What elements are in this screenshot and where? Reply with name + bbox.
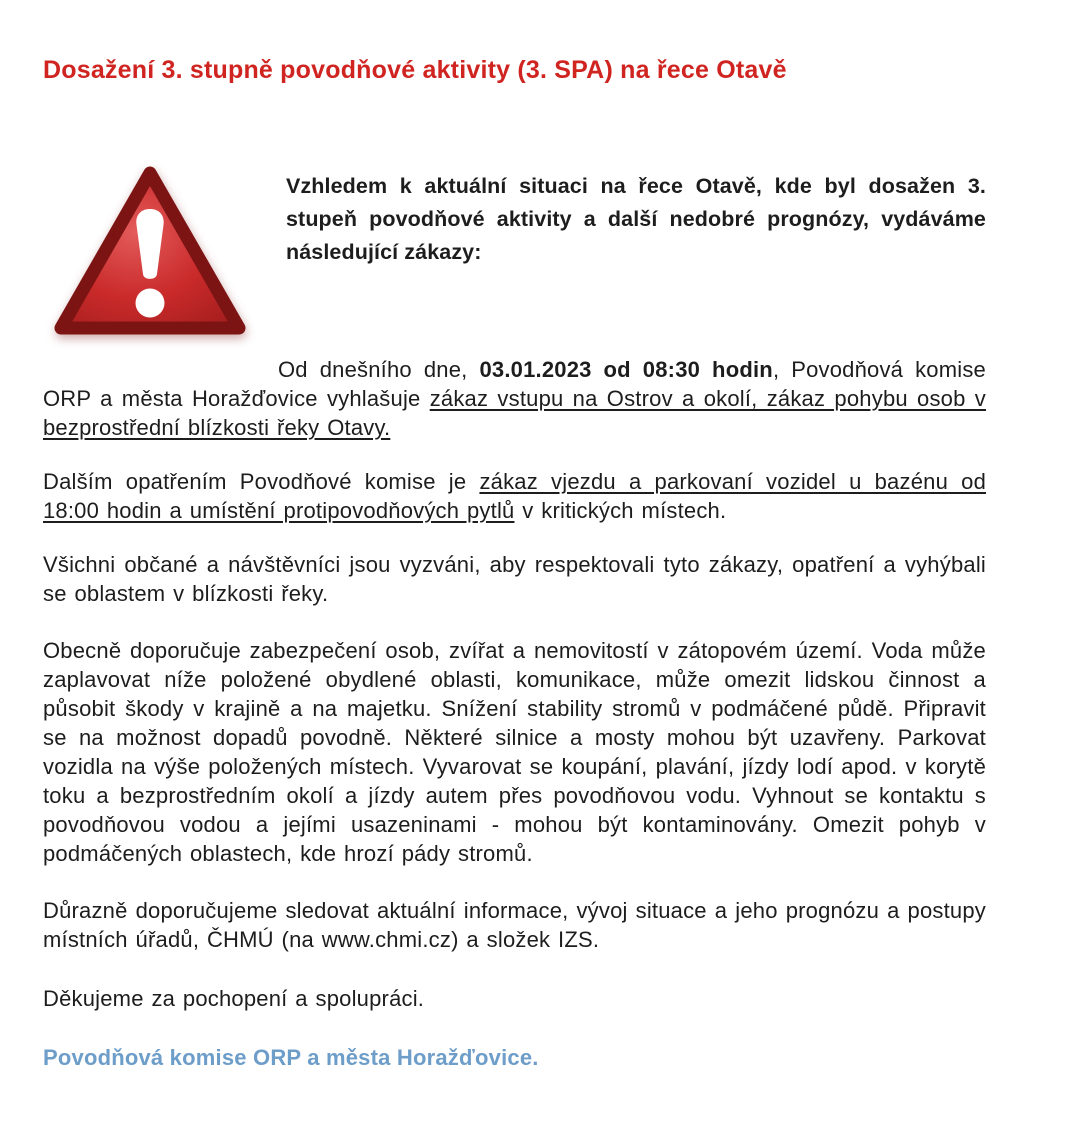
appeal-paragraph: Všichni občané a návštěvníci jsou vyzváni, aby respektovali tyto zákazy, opatření a vyhýbali se oblastem v blízkosti řeky. [43, 552, 986, 606]
warning-triangle-icon [50, 159, 250, 345]
decree-paragraph: Od dnešního dne, 03.01.2023 od 08:30 hodin, Povodňová komise ORP a města Horažďovice vyhlašuje zákaz vstupu na Ostrov a okolí, zákaz pohybu osob v bezprostřední blízkosti řeky Otavy. [43, 357, 986, 440]
recommendations-paragraph: Obecně doporučuje zabezpečení osob, zvířat a nemovitostí v zátopovém území. Voda může zaplavovat níže položené obydlené oblasti, komunikace, může omezit lidskou činnost a působit škody v krajině a na majetku. Snížení stability stromů v podmáčené půdě. Připravit se na možnost dopadů povodně. Některé silnice a mosty mohou být uzavřeny. Parkovat vozidla na výše položených místech. Vyvarovat se koupání, plavání, jízdy lodí apod. v korytě toku a bezprostředním okolí a jízdy autem přes povodňovou vodu. Vyhnout se kontaktu s povodňovou vodou a jejími usazeninami - mohou být kontaminovány. Omezit pohyb v podmáčených oblastech, kde hrozí pády stromů. [43, 638, 986, 866]
page-title: Dosažení 3. stupně povodňové aktivity (3. SPA) na řece Otavě [43, 56, 787, 84]
warning-section [43, 159, 986, 351]
measures-paragraph: Dalším opatřením Povodňové komise je zákaz vjezdu a parkovaní vozidel u bazénu od 18:00 hodin a umístění protipovodňových pytlů v kritických místech. [43, 469, 986, 523]
intro-paragraph: Vzhledem k aktuální situaci na řece Otavě, kde byl dosažen 3. stupeň povodňové aktivity a další nedobré prognózy, vydáváme následující zákazy: [286, 174, 986, 264]
signature-line: Povodňová komise ORP a města Horažďovice. [43, 1045, 539, 1070]
info-sources-paragraph: Důrazně doporučujeme sledovat aktuální informace, vývoj situace a jeho prognózu a postupy místních úřadů, ČHMÚ (na www.chmi.cz) a složek IZS. [43, 898, 986, 952]
thanks-paragraph: Děkujeme za pochopení a spolupráci. [43, 986, 425, 1011]
